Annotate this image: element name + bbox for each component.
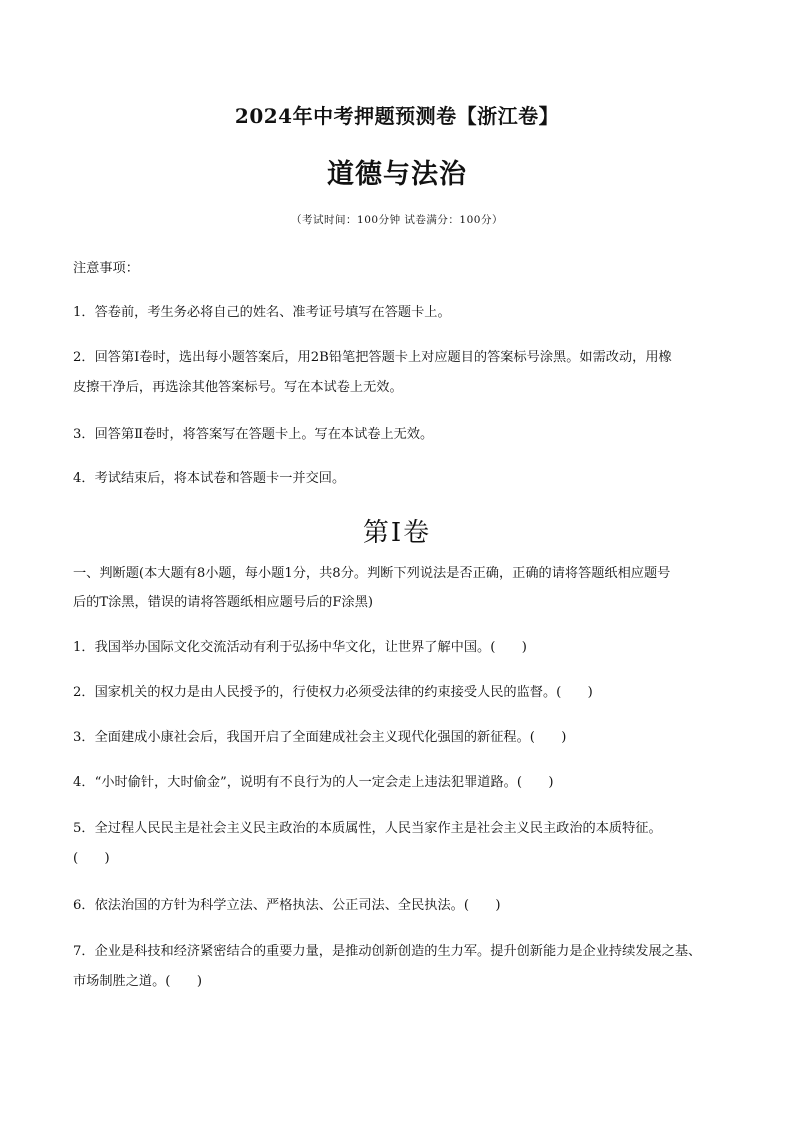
notice-item: 4．考试结束后，将本试卷和答题卡一并交回。 — [73, 471, 346, 486]
part-title: 第Ⅰ卷 — [362, 518, 432, 548]
question-item-continuation: ( ) — [73, 851, 110, 866]
subject-title: 道德与法治 — [327, 159, 467, 190]
question-item: 2．国家机关的权力是由人民授予的，行使权力必须受法律的约束接受人民的监督。( ) — [73, 685, 593, 700]
notice-heading: 注意事项： — [73, 261, 139, 276]
exam-title: 2024年中考押题预测卷【浙江卷】 — [234, 104, 560, 128]
question-item: 3．全面建成小康社会后，我国开启了全面建成社会主义现代化强国的新征程。( ) — [73, 730, 567, 745]
question-item: 6．依法治国的方针为科学立法、严格执法、公正司法、全民执法。( ) — [73, 898, 501, 913]
notice-item: 2．回答第Ⅰ卷时，选出每小题答案后，用2B铅笔把答题卡上对应题目的答案标号涂黑。如需改动，用橡 — [73, 350, 672, 365]
section-instruction-continuation: 后的T涂黑，错误的请将答题纸相应题号后的F涂黑) — [73, 595, 374, 610]
notice-item: 1．答卷前，考生务必将自己的姓名、准考证号填写在答题卡上。 — [73, 305, 451, 320]
section-instruction: 一、判断题(本大题有8小题，每小题1分，共8分。判断下列说法是否正确，正确的请将答题纸相应题号 — [73, 566, 671, 581]
exam-info: （考试时间：100分钟 试卷满分：100分） — [291, 214, 503, 226]
question-item: 4．“小时偷针，大时偷金”，说明有不良行为的人一定会走上违法犯罪道路。( ) — [73, 775, 554, 790]
notice-item: 3．回答第Ⅱ卷时，将答案写在答题卡上。写在本试卷上无效。 — [73, 427, 434, 442]
question-item: 7．企业是科技和经济紧密结合的重要力量，是推动创新创造的生力军。提升创新能力是企业持续发展之基、 — [73, 944, 702, 959]
question-item-continuation: 市场制胜之道。( ) — [73, 974, 202, 989]
question-item: 5．全过程人民民主是社会主义民主政治的本质属性，人民当家作主是社会主义民主政治的本质特征。 — [73, 821, 662, 836]
question-item: 1．我国举办国际文化交流活动有利于弘扬中华文化，让世界了解中国。( ) — [73, 640, 527, 655]
notice-item-continuation: 皮擦干净后，再选涂其他答案标号。写在本试卷上无效。 — [73, 380, 403, 395]
